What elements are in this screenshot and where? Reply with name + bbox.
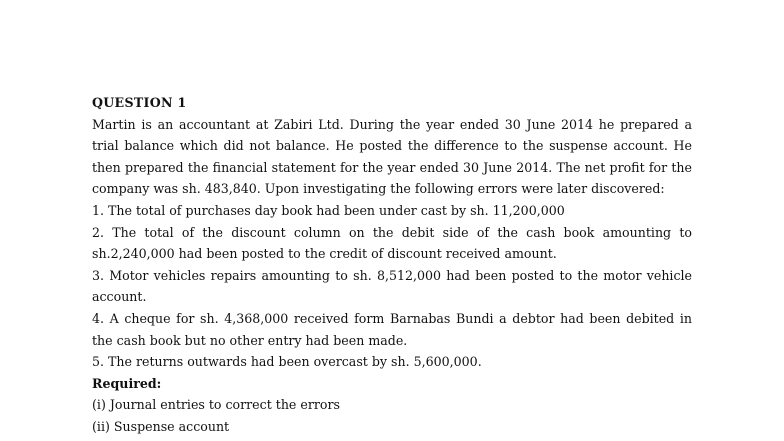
error-item-2: 2. The total of the discount column on the debit side of the cash book amounting to sh.2,240,000 had been posted to the credit of discount received amount. <box>92 224 692 262</box>
error-item-3: 3. Motor vehicles repairs amounting to sh. 8,512,000 had been posted to the motor vehicle account. <box>92 267 692 305</box>
question-intro: Martin is an accountant at Zabiri Ltd. During the year ended 30 June 2014 he prepared a trial balance which did not balance. He posted the difference to the suspense account. He then prepared the financial statement for the year ended 30 June 2014. The net profit for the company was sh. 483,840. Upon investigating the following errors were later discovered: <box>92 116 692 197</box>
question-heading: QUESTION 1 <box>92 95 187 110</box>
error-item-5: 5. The returns outwards had been overcast by sh. 5,600,000. <box>92 354 482 370</box>
required-item-2: (ii) Suspense account <box>92 418 230 434</box>
question-document <box>92 92 692 438</box>
error-item-4: 4. A cheque for sh. 4,368,000 received form Barnabas Bundi a debtor had been debited in the cash book but no other entry had been made. <box>92 310 692 348</box>
error-item-1: 1. The total of purchases day book had been under cast by sh. 11,200,000 <box>92 202 565 218</box>
required-item-1: (i) Journal entries to correct the errors <box>92 397 340 413</box>
required-label: Required: <box>92 375 162 391</box>
